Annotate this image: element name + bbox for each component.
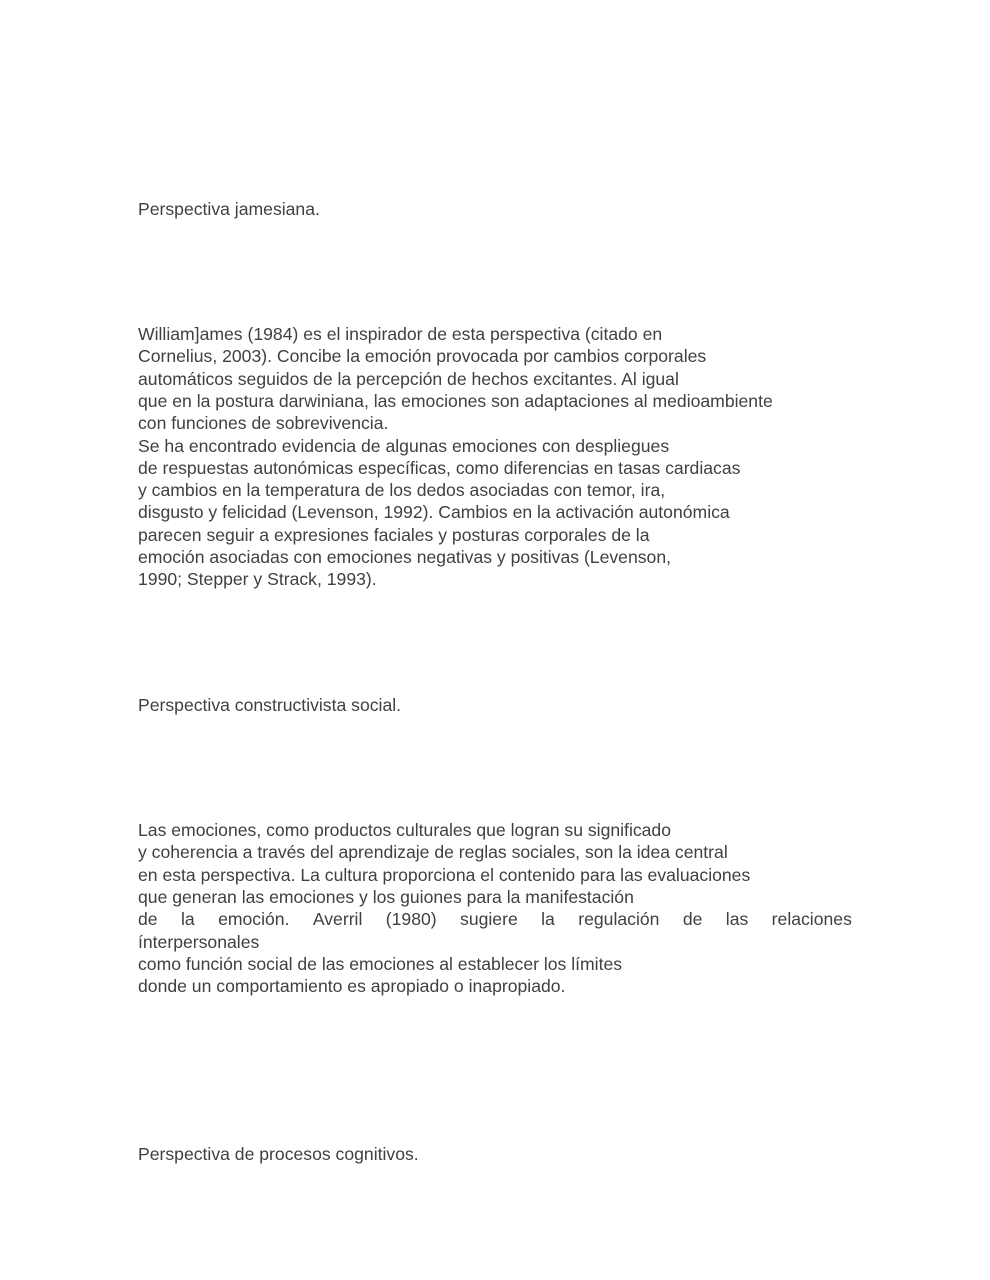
justified-word: de — [138, 909, 158, 930]
justified-word: la — [541, 909, 555, 930]
section2-line-6: ínterpersonales — [138, 931, 260, 952]
section2-line-1: Las emociones, como productos culturales que logran su significado — [138, 820, 672, 840]
justified-word: (1980) — [385, 909, 437, 930]
section1-line-5: con funciones de sobrevivencia. — [138, 413, 389, 434]
section1-line-8: y cambios en la temperatura de los dedos asociadas con temor, ira, — [138, 480, 666, 501]
justified-word: relaciones — [771, 909, 852, 930]
section1-line-7: de respuestas autonómicas específicas, como diferencias en tasas cardiacas — [138, 457, 741, 478]
section1-line-4: que en la postura darwiniana, las emociones son adaptaciones al medioambiente — [138, 390, 773, 411]
justified-word: regulación — [578, 909, 660, 930]
justified-word: Averril — [312, 909, 363, 930]
heading-constructivista: Perspectiva constructivista social. — [138, 695, 402, 715]
section1-line-10: parecen seguir a expresiones faciales y posturas corporales de la — [138, 524, 650, 545]
justified-word: las — [725, 909, 749, 930]
section1-line-9: disgusto y felicidad (Levenson, 1992). Cambios en la activación autonómica — [138, 502, 730, 523]
section2-line-4: que generan las emociones y los guiones para la manifestación — [138, 886, 634, 907]
section1-line-2: Cornelius, 2003). Concibe la emoción provocada por cambios corporales — [138, 346, 707, 367]
heading-procesos-cognitivos: Perspectiva de procesos cognitivos. — [138, 1144, 419, 1164]
section1-line-12: 1990; Stepper y Strack, 1993). — [138, 569, 377, 590]
heading-jamesiana: Perspectiva jamesiana. — [138, 199, 320, 219]
justified-word: la — [180, 909, 195, 930]
section2-line-3: en esta perspectiva. La cultura proporciona el contenido para las evaluaciones — [138, 864, 751, 885]
section1-line-11: emoción asociadas con emociones negativas y positivas (Levenson, — [138, 547, 672, 567]
section2-line-2: y coherencia a través del aprendizaje de reglas sociales, son la idea central — [138, 842, 728, 863]
section2-line-7: como función social de las emociones al establecer los límites — [138, 953, 623, 974]
justified-word: de — [682, 909, 703, 930]
section1-line-1: William]ames (1984) es el inspirador de esta perspectiva (citado en — [138, 324, 663, 344]
section2-line-justified — [138, 908, 852, 930]
section1-line-6: Se ha encontrado evidencia de algunas emociones con despliegues — [138, 435, 670, 456]
section1-line-3: automáticos seguidos de la percepción de hechos excitantes. Al igual — [138, 368, 679, 389]
section2-line-8: donde un comportamiento es apropiado o inapropiado. — [138, 976, 566, 997]
justified-word: sugiere — [460, 909, 518, 930]
justified-word: emoción. — [218, 909, 290, 930]
